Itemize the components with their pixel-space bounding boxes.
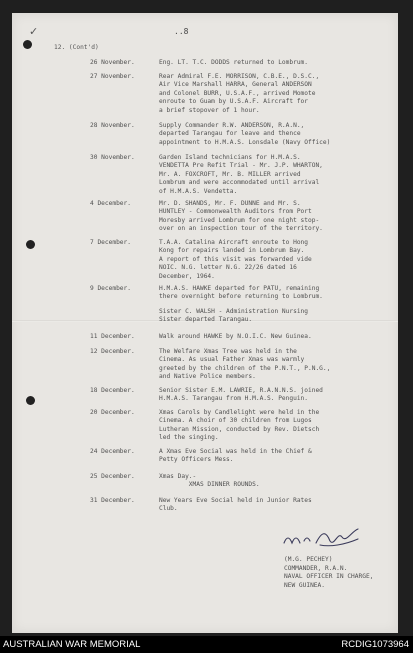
punch-hole-top <box>23 40 32 49</box>
entry-text <box>159 200 395 234</box>
entry-date: 27 November. <box>90 73 135 80</box>
entry-date: 24 December. <box>90 448 135 455</box>
entry-line: Mr. D. SHANDS, Mr. F. DUNNE and Mr. S. <box>159 200 301 207</box>
entry-line: Lutheran Mission, conducted by Rev. Dietsch <box>159 425 320 433</box>
entry-line: HUNTLEY - Commonwealth Auditors from Port <box>159 208 312 216</box>
entry-line: December, 1964. <box>159 272 215 280</box>
entry-line: Mr. A. FOXCROFT, Mr. B. MILLER arrived <box>159 170 301 178</box>
entry-line: Rear Admiral F.E. MORRISON, C.B.E., D.S.C., <box>159 73 320 80</box>
entry-line: Moresby arrived Lombrum for one night stop- <box>159 216 320 224</box>
entry-line: Garden Island technicians for H.M.A.S. <box>159 154 301 161</box>
entry-line: H.M.A.S. Tarangau from H.M.A.S. Penguin. <box>159 395 309 403</box>
page-number: ..8 <box>174 27 189 36</box>
entry-line: Club. <box>159 505 178 513</box>
entry-line: Walk around HAWKE by N.O.I.C. New Guinea. <box>159 333 312 340</box>
entry-line: Xmas Day.- <box>159 473 197 480</box>
section-heading: 12. (Cont'd) <box>54 44 99 51</box>
entry-line: Cinema. As usual Father Xmas was warmly <box>159 356 305 364</box>
entry-line: The Welfare Xmas Tree was held in the <box>159 348 297 355</box>
entry-line: NOIC. N.G. letter N.G. 22/26 dated 16 <box>159 264 297 272</box>
document-page <box>12 13 398 633</box>
entry-line: Supply Commander R.W. ANDERSON, R.A.N., <box>159 122 305 129</box>
signatory-title: NAVAL OFFICER IN CHARGE, <box>284 573 374 581</box>
entry-date: 28 November. <box>90 122 135 129</box>
entry-line: and Colonel BURR, U.S.A.F., arrived Momote <box>159 89 316 97</box>
entry-text <box>159 497 395 514</box>
entry-text <box>159 154 395 196</box>
entry-text <box>159 448 395 465</box>
entry-line: appointment to H.M.A.S. Lonsdale (Navy Office) <box>159 138 331 146</box>
entry-line: Petty Officers Mess. <box>159 456 234 464</box>
archive-footer <box>0 636 413 653</box>
signatory-name: (M.G. PECHEY) <box>284 556 333 563</box>
entry-text <box>159 348 395 382</box>
entry-line: XMAS DINNER ROUNDS. <box>159 481 260 489</box>
entry-line: a brief stopover of 1 hour. <box>159 106 260 114</box>
entry-line: greeted by the children of the P.N.T., P.N.G., <box>159 364 331 372</box>
entry-text <box>159 387 395 404</box>
entry-line: A report of this visit was forwarded vide <box>159 255 312 263</box>
entry-text <box>159 73 395 115</box>
entry-line: Cinema. A choir of 30 children from Lugos <box>159 417 312 425</box>
entry-line: H.M.A.S. HAWKE departed for PATU, remaining <box>159 285 320 292</box>
entry-line: Sister departed Tarangau. <box>159 316 253 324</box>
entry-date: 9 December. <box>90 285 131 292</box>
entry-date: 20 December. <box>90 409 135 416</box>
entry-line: Lombrum and were accommodated until arrival <box>159 179 320 187</box>
entry-line: of H.M.A.S. Vendetta. <box>159 187 238 195</box>
entry-date: 7 December. <box>90 239 131 246</box>
entry-line: A Xmas Eve Social was held in the Chief & <box>159 448 312 455</box>
entry-date: 4 December. <box>90 200 131 207</box>
entry-line: departed Tarangau for leave and thence <box>159 130 301 138</box>
entry-line: T.A.A. Catalina Aircraft enroute to Hong <box>159 239 309 246</box>
signature-block <box>284 556 373 590</box>
entry-date: 31 December. <box>90 497 135 504</box>
signatory-rank: COMMANDER, R.A.N. <box>284 564 348 572</box>
entry-line: over on an inspection tour of the territory. <box>159 225 323 233</box>
punch-hole-middle <box>26 240 35 249</box>
entry-line: New Years Eve Social held in Junior Rates <box>159 497 312 504</box>
entry-line: Sister C. WALSH - Administration Nursing <box>159 308 309 315</box>
entry-line: Eng. LT. T.C. DODDS returned to Lombrum. <box>159 59 309 66</box>
entry-date: 12 December. <box>90 348 135 355</box>
entry-text <box>159 473 395 490</box>
entry-text <box>159 285 395 302</box>
entry-date: 30 November. <box>90 154 135 161</box>
entry-text <box>159 308 395 325</box>
entry-line: enroute to Guam by U.S.A.F. Aircraft for <box>159 98 309 106</box>
entry-text <box>159 59 395 67</box>
punch-hole-bottom <box>26 396 35 405</box>
entry-date: 18 December. <box>90 387 135 394</box>
entry-line: Senior Sister E.M. LAWRIE, R.A.N.N.S. joined <box>159 387 323 394</box>
tick-mark: ✓ <box>29 25 39 38</box>
entry-line: VENDETTA Pre Refit Trial - Mr. J.P. WHARTON, <box>159 162 323 170</box>
entry-text <box>159 239 395 281</box>
entry-line: there overnight before returning to Lombrum. <box>159 293 323 301</box>
archive-name: AUSTRALIAN WAR MEMORIAL <box>3 639 141 650</box>
entry-text <box>159 409 395 443</box>
entry-date: 25 December. <box>90 473 135 480</box>
archive-reference: RCDIG1073964 <box>341 639 409 650</box>
entry-line: led the singing. <box>159 434 219 442</box>
entry-line: Kong for repairs landed in Lombrum Bay. <box>159 247 305 255</box>
entry-date: 11 December. <box>90 333 135 340</box>
entry-text <box>159 122 395 147</box>
handwritten-signature <box>280 523 370 553</box>
entry-line: Xmas Carols by Candlelight were held in the <box>159 409 320 416</box>
entry-text <box>159 333 395 341</box>
entry-line: Air Vice Marshall HARRA, General ANDERSON <box>159 81 312 89</box>
entry-line: and Native Police members. <box>159 373 256 381</box>
entry-date: 26 November. <box>90 59 135 66</box>
signatory-location: NEW GUINEA. <box>284 581 325 589</box>
